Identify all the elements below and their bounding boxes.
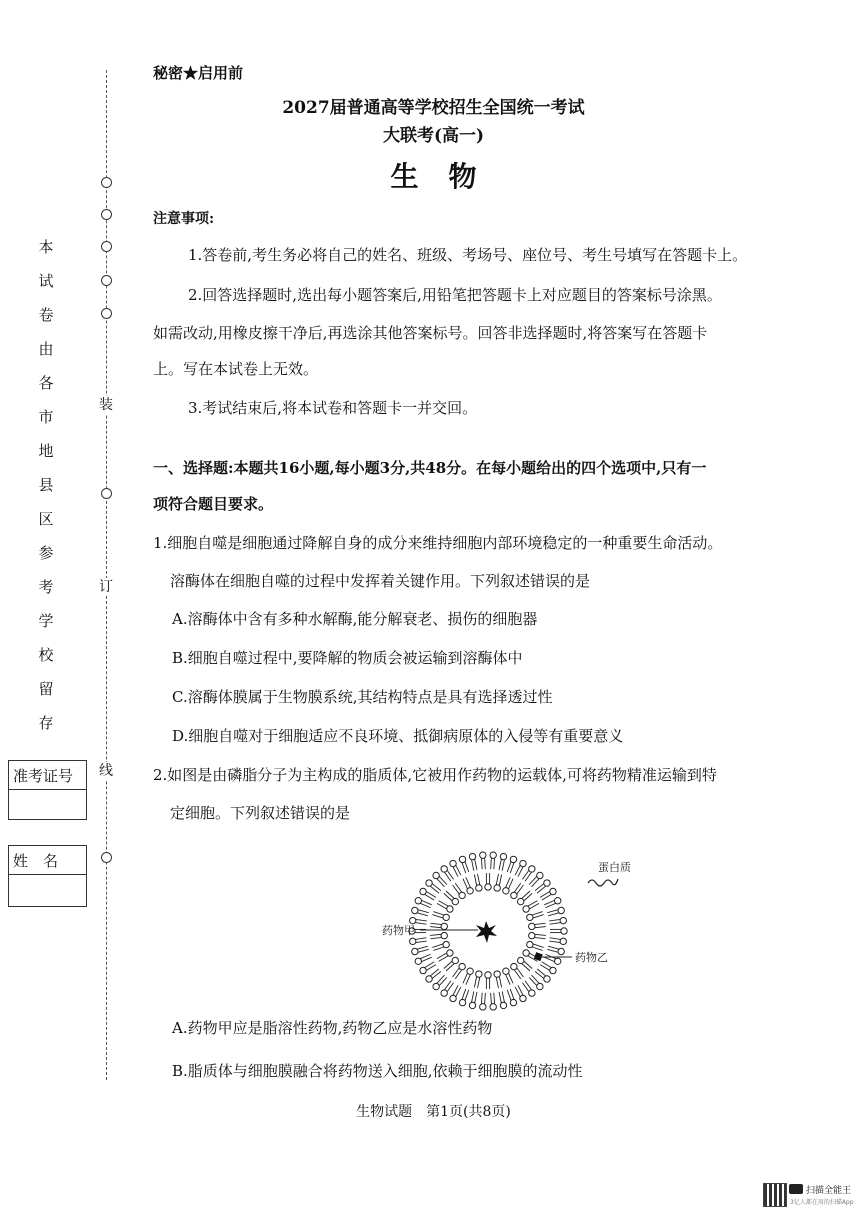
notice-item-2-line2: 如需改动,用橡皮擦干净后,再选涂其他答案标号。回答非选择题时,将答案写在答题卡 (153, 324, 708, 342)
notice-item-2-line1: 2.回答选择题时,选出每小题答案后,用铅笔把答题卡上对应题目的答案标号涂黑。 (188, 286, 722, 304)
notice-item-1: 1.答卷前,考生务必将自己的姓名、班级、考场号、座位号、考生号填写在答题卡上。 (188, 246, 748, 264)
vertical-char: 考 (38, 578, 54, 596)
binding-mark-ding: 订 (99, 579, 113, 595)
vertical-char: 试 (38, 272, 54, 290)
vertical-char: 留 (38, 680, 54, 698)
label-drug-b: 药物乙 (575, 951, 608, 964)
binding-dashed-line (106, 70, 107, 1080)
q2-option-a: A.药物甲应是脂溶性药物,药物乙应是水溶性药物 (172, 1019, 493, 1037)
binding-mark-xian: 线 (99, 763, 113, 779)
vertical-char: 参 (38, 544, 54, 562)
vertical-char: 卷 (38, 306, 54, 324)
q2-stem-line2: 定细胞。下列叙述错误的是 (170, 804, 351, 822)
section-1-heading-line2: 项符合题目要求。 (153, 495, 274, 513)
exam-id-label: 准考证号 (9, 761, 86, 790)
vertical-char: 存 (38, 714, 54, 732)
q1-stem-line1: 1.细胞自噬是细胞通过降解自身的成分来维持细胞内部环境稳定的一种重要生命活动。 (153, 534, 723, 552)
scanner-watermark-sub: 3亿人都在用的扫描App (790, 1199, 854, 1206)
q1-option-c: C.溶酶体膜属于生物膜系统,其结构特点是具有选择透过性 (172, 688, 553, 706)
label-protein: 蛋白质 (598, 861, 631, 874)
vertical-char: 区 (38, 510, 54, 528)
q2-stem-line1: 2.如图是由磷脂分子为主构成的脂质体,它被用作药物的运载体,可将药物精准运输到特 (153, 766, 717, 784)
vertical-char: 地 (38, 442, 54, 460)
binding-mark-zhuang: 装 (99, 397, 113, 413)
drug-a-star-icon (476, 921, 497, 943)
vertical-char: 本 (38, 238, 54, 256)
label-drug-a: 药物甲 (382, 924, 415, 937)
notice-item-2-line3: 上。写在本试卷上无效。 (153, 360, 319, 378)
vertical-retain-note (36, 236, 56, 746)
vertical-char: 校 (38, 646, 54, 664)
binding-hole (101, 209, 112, 220)
protein-strand (588, 879, 618, 886)
vertical-char: 市 (38, 408, 54, 426)
vertical-char: 学 (38, 612, 54, 630)
binding-hole (101, 488, 112, 499)
section-1-heading-line1: 一、选择题:本题共16小题,每小题3分,共48分。在每小题给出的四个选项中,只有一 (153, 459, 707, 477)
notice-item-3: 3.考试结束后,将本试卷和答题卡一并交回。 (188, 399, 478, 417)
exam-id-box[interactable] (8, 760, 87, 820)
exam-title: 2027届普通高等学校招生全国统一考试 (282, 98, 585, 118)
secret-mark: 秘密★启用前 (153, 64, 244, 82)
q1-option-a: A.溶酶体中含有多种水解酶,能分解衰老、损伤的细胞器 (172, 610, 538, 628)
vertical-char: 县 (38, 476, 54, 494)
binding-hole (101, 308, 112, 319)
q1-option-d: D.细胞自噬对于细胞适应不良环境、抵御病原体的入侵等有重要意义 (172, 727, 624, 745)
vertical-char: 各 (38, 374, 54, 392)
name-label: 姓 名 (9, 846, 86, 875)
subject-title: 生物 (390, 160, 507, 193)
page-footer: 生物试题 第1页(共8页) (356, 1104, 511, 1120)
q1-option-b: B.细胞自噬过程中,要降解的物质会被运输到溶酶体中 (172, 649, 523, 667)
liposome-figure (350, 845, 650, 1015)
q1-stem-line2: 溶酶体在细胞自噬的过程中发挥着关键作用。下列叙述错误的是 (170, 572, 591, 590)
binding-hole (101, 852, 112, 863)
qr-code-icon (763, 1183, 787, 1207)
notice-heading: 注意事项: (153, 211, 215, 227)
q2-option-b: B.脂质体与细胞膜融合将药物送入细胞,依赖于细胞膜的流动性 (172, 1062, 583, 1080)
scanner-logo-icon (789, 1184, 803, 1194)
name-box[interactable] (8, 845, 87, 907)
scanner-watermark: 扫描全能王 (806, 1186, 852, 1196)
binding-hole (101, 275, 112, 286)
binding-hole (101, 241, 112, 252)
exam-subtitle: 大联考(高一) (382, 126, 485, 146)
vertical-char: 由 (38, 340, 54, 358)
